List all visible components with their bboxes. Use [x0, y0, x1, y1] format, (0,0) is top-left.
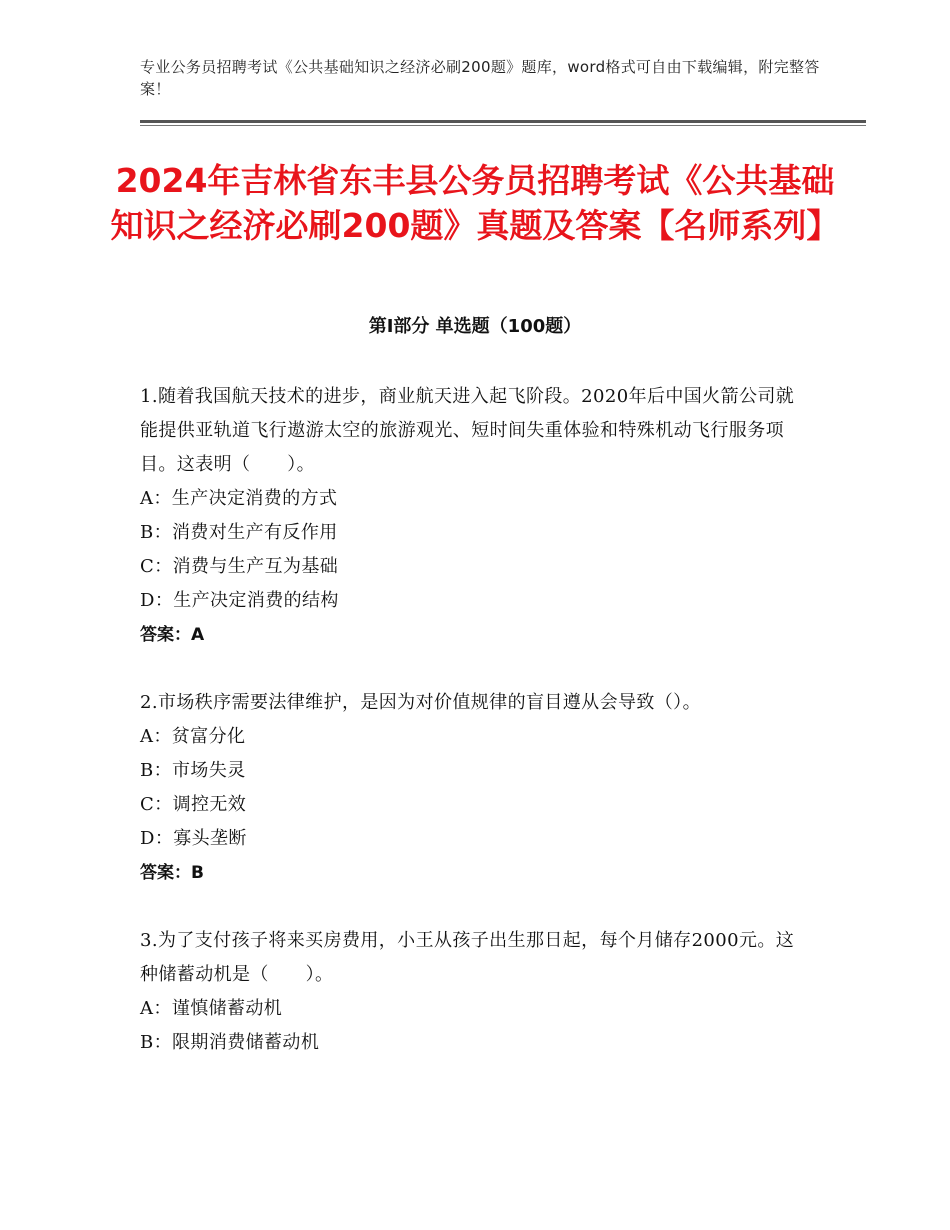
question-stem: 1.随着我国航天技术的进步，商业航天进入起飞阶段。2020年后中国火箭公司就能提供亚轨道飞行遨游太空的旅游观光、短时间失重体验和特殊机动飞行服务项目。这表明（ ）。	[140, 386, 795, 475]
question-gap	[140, 652, 800, 686]
header-divider-thin	[140, 125, 866, 126]
answer: 答案：A	[140, 625, 205, 645]
header-note: 专业公务员招聘考试《公共基础知识之经济必刷200题》题库，word格式可自由下载编辑，附完整答案！	[140, 58, 820, 98]
option-c: C：消费与生产互为基础	[140, 556, 339, 577]
header-divider-thick	[140, 120, 866, 123]
question-1	[140, 380, 800, 652]
option-b: B：消费对生产有反作用	[140, 522, 338, 543]
option-b: B：市场失灵	[140, 760, 246, 781]
option-d: D：生产决定消费的结构	[140, 590, 339, 611]
option-b: B：限期消费储蓄动机	[140, 1032, 320, 1053]
question-list	[140, 380, 800, 1060]
question-2	[140, 686, 800, 890]
question-stem: 2.市场秩序需要法律维护，是因为对价值规律的盲目遵从会导致（）。	[140, 692, 701, 713]
question-3	[140, 924, 800, 1060]
option-c: C：调控无效	[140, 794, 247, 815]
question-gap	[140, 890, 800, 924]
answer: 答案：B	[140, 863, 204, 883]
section-title: 第Ⅰ部分 单选题（100题）	[368, 316, 582, 337]
option-d: D：寡头垄断	[140, 828, 247, 849]
document-title: 2024年吉林省东丰县公务员招聘考试《公共基础知识之经济必刷200题》真题及答案【名师系列】	[110, 161, 840, 245]
question-stem: 3.为了支付孩子将来买房费用，小王从孩子出生那日起，每个月储存2000元。这种储蓄动机是（ ）。	[140, 930, 795, 985]
option-a: A：生产决定消费的方式	[140, 488, 338, 509]
option-a: A：贫富分化	[140, 726, 246, 747]
option-a: A：谨慎储蓄动机	[140, 998, 283, 1019]
